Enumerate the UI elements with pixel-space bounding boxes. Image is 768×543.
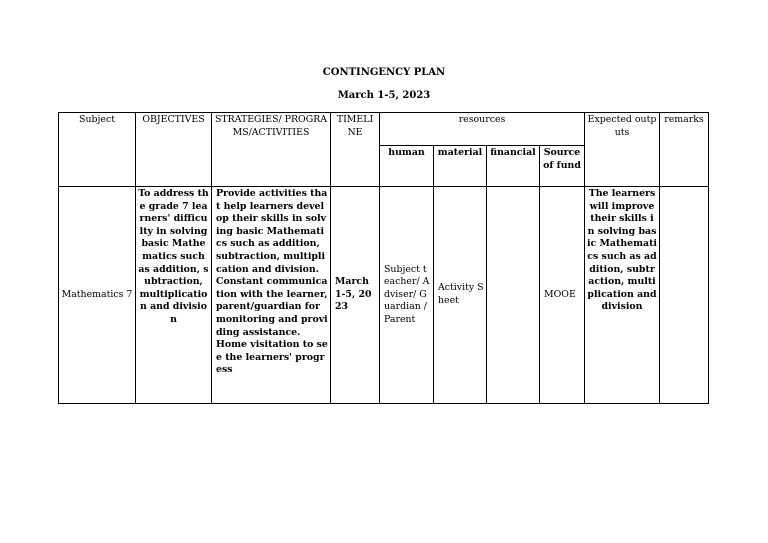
cell-material: Activity Sheet (434, 187, 487, 404)
cell-timeline: March 1-5, 2023 (331, 187, 380, 404)
cell-remarks (660, 187, 709, 404)
cell-expected-outputs: The learners will improve their skills in solving basic Mathematics such as addition, subtraction, multiplication and division (585, 187, 660, 404)
header-remarks: remarks (660, 113, 709, 187)
document-date: March 1-5, 2023 (337, 90, 431, 101)
cell-source-of-fund: MOOE (540, 187, 585, 404)
table-row (59, 187, 709, 404)
header-source-of-fund: Source of fund (540, 146, 585, 187)
header-subject: Subject (59, 113, 136, 187)
header-financial: financial (487, 146, 540, 187)
header-row (59, 113, 709, 146)
header-objectives: OBJECTIVES (136, 113, 212, 187)
header-strategies: STRATEGIES/ PROGRAMS/ACTIVITIES (212, 113, 331, 187)
contingency-plan-table (58, 112, 709, 404)
header-expected-outputs: Expected outputs (585, 113, 660, 187)
header-resources: resources (380, 113, 585, 146)
cell-objectives: To address the grade 7 learners' difficulty in solving basic Mathematics such as addition, subtraction, multiplication and division (136, 187, 212, 404)
cell-financial (487, 187, 540, 404)
document-title: CONTINGENCY PLAN (322, 67, 446, 78)
header-timeline: TIMELINE (331, 113, 380, 187)
cell-human: Subject teacher/ Adviser/ Guardian /Parent (380, 187, 434, 404)
cell-strategies: Provide activities that help learners develop their skills in solving basic Mathematics such as addition, subtraction, multiplication and division. Constant communication with the learner, parent/guardian for monitoring and providing assistance. Home visitation to see the learners' progress (212, 187, 331, 404)
cell-subject: Mathematics 7 (59, 187, 136, 404)
header-material: material (434, 146, 487, 187)
header-human: human (380, 146, 434, 187)
